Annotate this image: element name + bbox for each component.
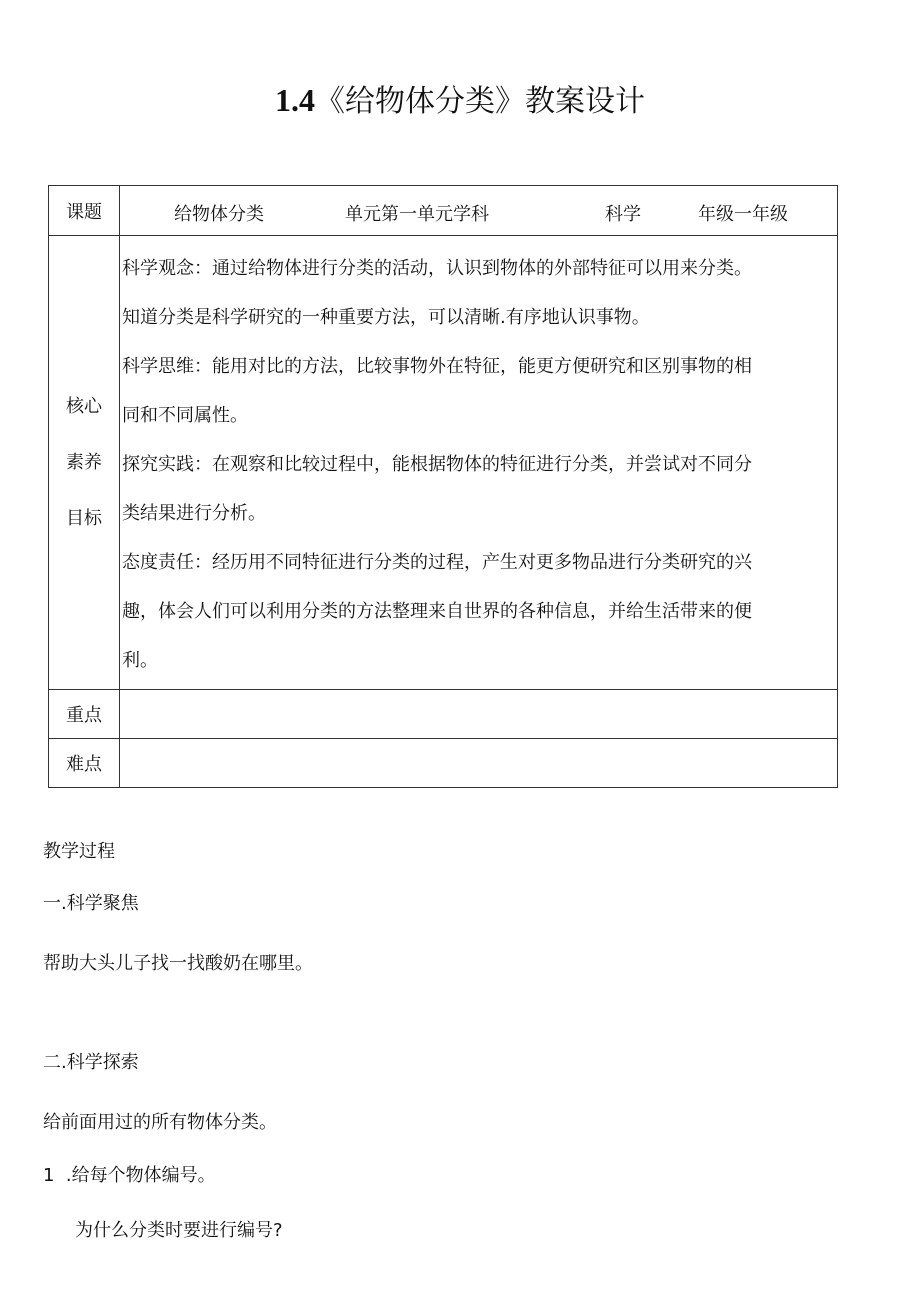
difficulty-label: 难点 (49, 739, 120, 788)
subject-value: 科学 (605, 204, 641, 225)
step1-text: 1 .给每个物体编号。 (43, 1165, 216, 1186)
goal-line: 知道分类是科学研究的一种重要方法，可以清晰.有序地认识事物。 (122, 307, 650, 328)
key-points-label: 重点 (49, 690, 120, 739)
goal-line: 趣，体会人们可以利用分类的方法整理来自世界的各种信息，并给生活带来的便 (122, 601, 752, 622)
topic-label: 课题 (49, 186, 120, 236)
process-heading: 教学过程 (43, 841, 115, 862)
goal-line: 科学观念：通过给物体进行分类的活动，认识到物体的外部特征可以用来分类。 (122, 258, 752, 279)
goal-line: 利。 (122, 650, 158, 671)
difficulty-row (49, 739, 838, 788)
key-points-value (120, 690, 838, 739)
grade-text: 年级一年级 (698, 204, 788, 225)
topic-detail-cell (120, 186, 838, 236)
goal-line: 科学思维：能用对比的方法，比较事物外在特征，能更方便研究和区别事物的相 (122, 356, 752, 377)
goal-line: 态度责任：经历用不同特征进行分类的过程，产生对更多物品进行分类研究的兴 (122, 552, 752, 573)
lesson-info-table (48, 185, 838, 788)
section1-text: 帮助大头儿子找一找酸奶在哪里。 (43, 953, 313, 974)
core-goals-row (49, 236, 838, 690)
core-goals-label (49, 236, 120, 690)
page-title (0, 76, 920, 120)
question1-text: 为什么分类时要进行编号? (75, 1220, 283, 1241)
key-points-row (49, 690, 838, 739)
difficulty-value (120, 739, 838, 788)
core-goals-content (120, 236, 838, 690)
topic-value: 给物体分类 (174, 204, 264, 225)
core-label-line-2: 素养 (66, 451, 102, 473)
core-label-line-1: 核心 (66, 395, 102, 417)
title-text: 《给物体分类》教案设计 (315, 84, 645, 119)
goal-line: 类结果进行分析。 (122, 503, 266, 524)
unit-text: 单元第一单元学科 (345, 204, 489, 225)
title-number: 1.4 (275, 82, 315, 118)
section2-title: 二.科学探索 (43, 1052, 139, 1073)
section1-title: 一.科学聚焦 (43, 893, 139, 914)
core-label-line-3: 目标 (66, 507, 102, 529)
topic-row (49, 186, 838, 236)
section2-text: 给前面用过的所有物体分类。 (43, 1112, 277, 1133)
goal-line: 探究实践：在观察和比较过程中，能根据物体的特征进行分类，并尝试对不同分 (122, 454, 752, 475)
goal-line: 同和不同属性。 (122, 405, 248, 426)
